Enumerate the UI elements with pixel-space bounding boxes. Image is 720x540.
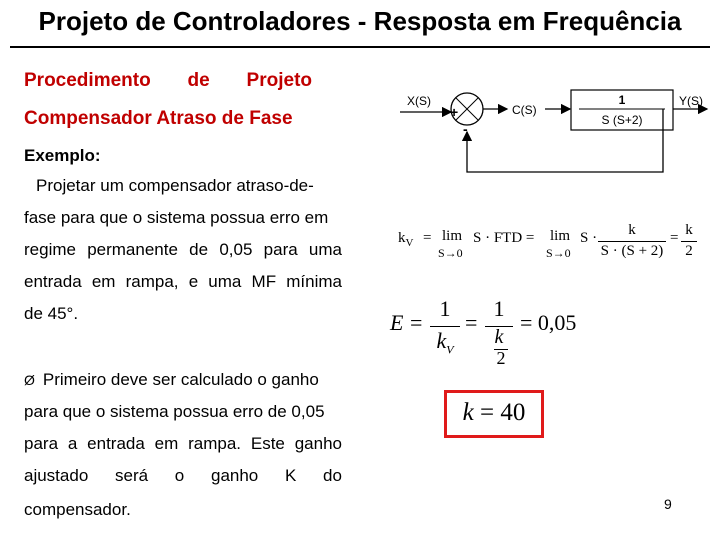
paragraph-line	[24, 466, 342, 486]
heading-word: Projeto	[246, 70, 312, 91]
heading-word: Procedimento	[24, 70, 151, 91]
word: K	[284, 466, 297, 485]
fraction-numerator: k	[628, 222, 636, 238]
section-heading	[24, 70, 312, 92]
paragraph-line: Primeiro deve ser calculado o ganho	[42, 370, 319, 389]
plus-sign: +	[450, 104, 459, 120]
kv-equation: $k_V$ = lim S→0 S · FTD = lim S→0 S · k S · (S + 2) = k 2	[398, 222, 703, 266]
minus-sign: -	[463, 121, 468, 137]
limit-1: lim	[442, 228, 463, 244]
section-subheading: Compensador Atraso de Fase	[24, 108, 293, 129]
paragraph-line: Projetar um compensador atraso-de-	[36, 176, 314, 195]
kv-symbol: k	[398, 230, 406, 246]
controller-label: C(S)	[512, 103, 537, 117]
title-underline	[10, 46, 710, 48]
page-title: Projeto de Controladores - Resposta em Frequência	[38, 6, 682, 36]
page-number: 9	[664, 496, 672, 512]
plant-denominator: S (S+2)	[601, 113, 643, 127]
limit-2-sub: S→0	[546, 246, 571, 260]
block-diagram	[395, 82, 715, 182]
word: será	[115, 466, 149, 485]
fraction-denominator: S · (S + 2)	[600, 243, 664, 259]
word: o	[174, 466, 185, 485]
paragraph-line: entrada em rampa, e uma MF mínima	[24, 272, 342, 291]
paragraph-line: de 45°.	[24, 304, 79, 323]
bullet-arrow-icon: Ø	[24, 372, 35, 388]
paragraph-line: compensador.	[24, 500, 131, 519]
input-label: X(S)	[407, 94, 431, 108]
limit-1-sub: S→0	[438, 246, 463, 260]
result-variable: k	[462, 399, 474, 426]
result-value: = 40	[473, 399, 526, 426]
output-label: Y(S)	[679, 94, 703, 108]
word: ganho	[210, 466, 259, 485]
example-label: Exemplo:	[24, 146, 101, 165]
paragraph-line: regime permanente de 0,05 para uma	[24, 240, 342, 259]
bullet-line	[24, 370, 319, 390]
plant-numerator: 1	[618, 93, 626, 107]
word: do	[323, 466, 342, 485]
paragraph-line: para a entrada em rampa. Este ganho	[24, 434, 342, 453]
word: ajustado	[24, 466, 89, 485]
heading-word: de	[187, 70, 210, 91]
paragraph-line: para que o sistema possua erro de 0,05	[24, 402, 325, 421]
error-equation: E = 1 $k_V$ = 1 k 2 = 0,05	[390, 296, 577, 368]
paragraph-line: fase para que o sistema possua erro em	[24, 208, 329, 227]
result-box	[444, 390, 544, 438]
limit-2: lim	[550, 228, 571, 244]
